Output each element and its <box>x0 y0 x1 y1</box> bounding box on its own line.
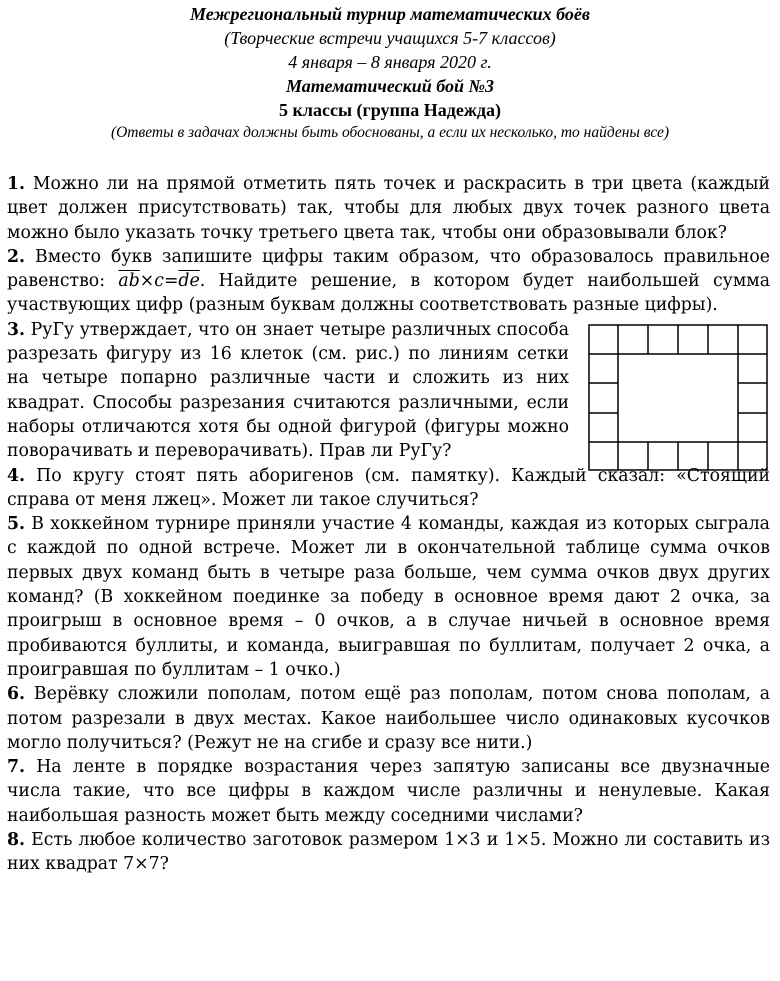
problem-number: 5. <box>7 514 26 535</box>
problem-number: 7. <box>7 757 26 778</box>
problem-number: 2. <box>7 246 26 267</box>
equation-equals: = <box>163 271 179 292</box>
equation-times: × <box>139 271 155 292</box>
problem-2 <box>7 245 770 318</box>
group-title: 5 классы (группа Надежда) <box>279 100 501 120</box>
problem-8 <box>7 828 770 877</box>
problem-text: Есть любое количество заготовок размером 1×3 и 1×5. Можно ли составить из них квадрат 7×7? <box>7 830 770 875</box>
problem-text: Верёвку сложили пополам, потом ещё раз пополам, потом снова пополам, а потом разрезали в двух местах. Какое наибольшее число одинаковых кусочков могло получиться? (Режут не на сгибе и сразу все нити.) <box>7 684 771 753</box>
equation-de: $\overline{de}$ <box>178 271 200 292</box>
tournament-dates: 4 января – 8 января 2020 г. <box>288 52 492 72</box>
problem-text: По кругу стоят пять аборигенов (см. памятку). Каждый сказал: «Стоящий справа от меня лжец». Может ли такое случиться? <box>7 465 770 510</box>
tournament-title: Межрегиональный турнир математических боёв <box>190 4 590 24</box>
figure-inner-hole <box>618 354 738 442</box>
problem-6 <box>7 682 770 755</box>
problem-7 <box>7 755 770 828</box>
problem-list <box>7 172 770 877</box>
equation-c: c <box>154 271 164 292</box>
tournament-subtitle: (Творческие встречи учащихся 5-7 классов) <box>224 28 556 48</box>
problem-3 <box>7 318 770 464</box>
problem-text: На ленте в порядке возрастания через запятую записаны все двузначные числа такие, что все цифры в каждом числе различны и ненулевые. Какая наибольшая разность может быть между соседними числами? <box>7 757 770 826</box>
problem-4 <box>7 464 770 513</box>
problem-text: Можно ли на прямой отметить пять точек и раскрасить в три цвета (каждый цвет должен присутствовать) так, чтобы для любых двух точек разного цвета можно было указать точку третьего цвета так, чтобы они образовывали блок? <box>7 174 770 243</box>
problem-number: 1. <box>7 174 26 194</box>
problem-text: Вместо букв запишите цифры таким образом, что образовалось правильное равенство: <box>7 246 771 292</box>
problem-text: РуГу утверждает, что он знает четыре различных способа разрезать фигуру из 16 клеток (см. рис.) по линиям сетки на четыре попарно различные части и сложить из них квадрат. Способы разрезания считаются различными, если наборы отличаются хотя бы одной фигурой (фигуры можно поворачивать и переворачивать). Прав ли РуГу? <box>7 319 569 462</box>
battle-title: Математический бой №3 <box>286 76 494 96</box>
problem-text: В хоккейном турнире приняли участие 4 команды, каждая из которых сыграла с каждой по одной встрече. Может ли в окончательной таблице сумма очков первых двух команд быть в четыре раза больше, чем сумма очков двух других команд? (В хоккейном поединке за победу в основное время дают 2 очка, за проигрыш в основное время – 0 очков, а в случае ничьей в основное время пробиваются буллиты, и команда, выигравшая по буллитам, получает 2 очка, а проигравшая по буллитам – 1 очко.) <box>7 514 770 680</box>
problem-number: 4. <box>7 465 26 486</box>
problem-number: 3. <box>7 319 26 340</box>
problem-1 <box>7 172 770 245</box>
page-header <box>10 2 770 143</box>
problem-number: 8. <box>7 830 26 851</box>
problem-number: 6. <box>7 684 26 705</box>
problem-5 <box>7 512 770 682</box>
problem-text-continued: . Найдите решение, в котором будет наибольшей сумма участвующих цифр (разным буквам должны соответствовать разные цифры). <box>7 271 771 316</box>
grid-figure <box>588 324 768 471</box>
equation-ab: $\overline{ab}$ <box>118 271 140 292</box>
instructions-note: (Ответы в задачах должны быть обоснованы, а если их несколько, то найдены все) <box>110 124 670 141</box>
